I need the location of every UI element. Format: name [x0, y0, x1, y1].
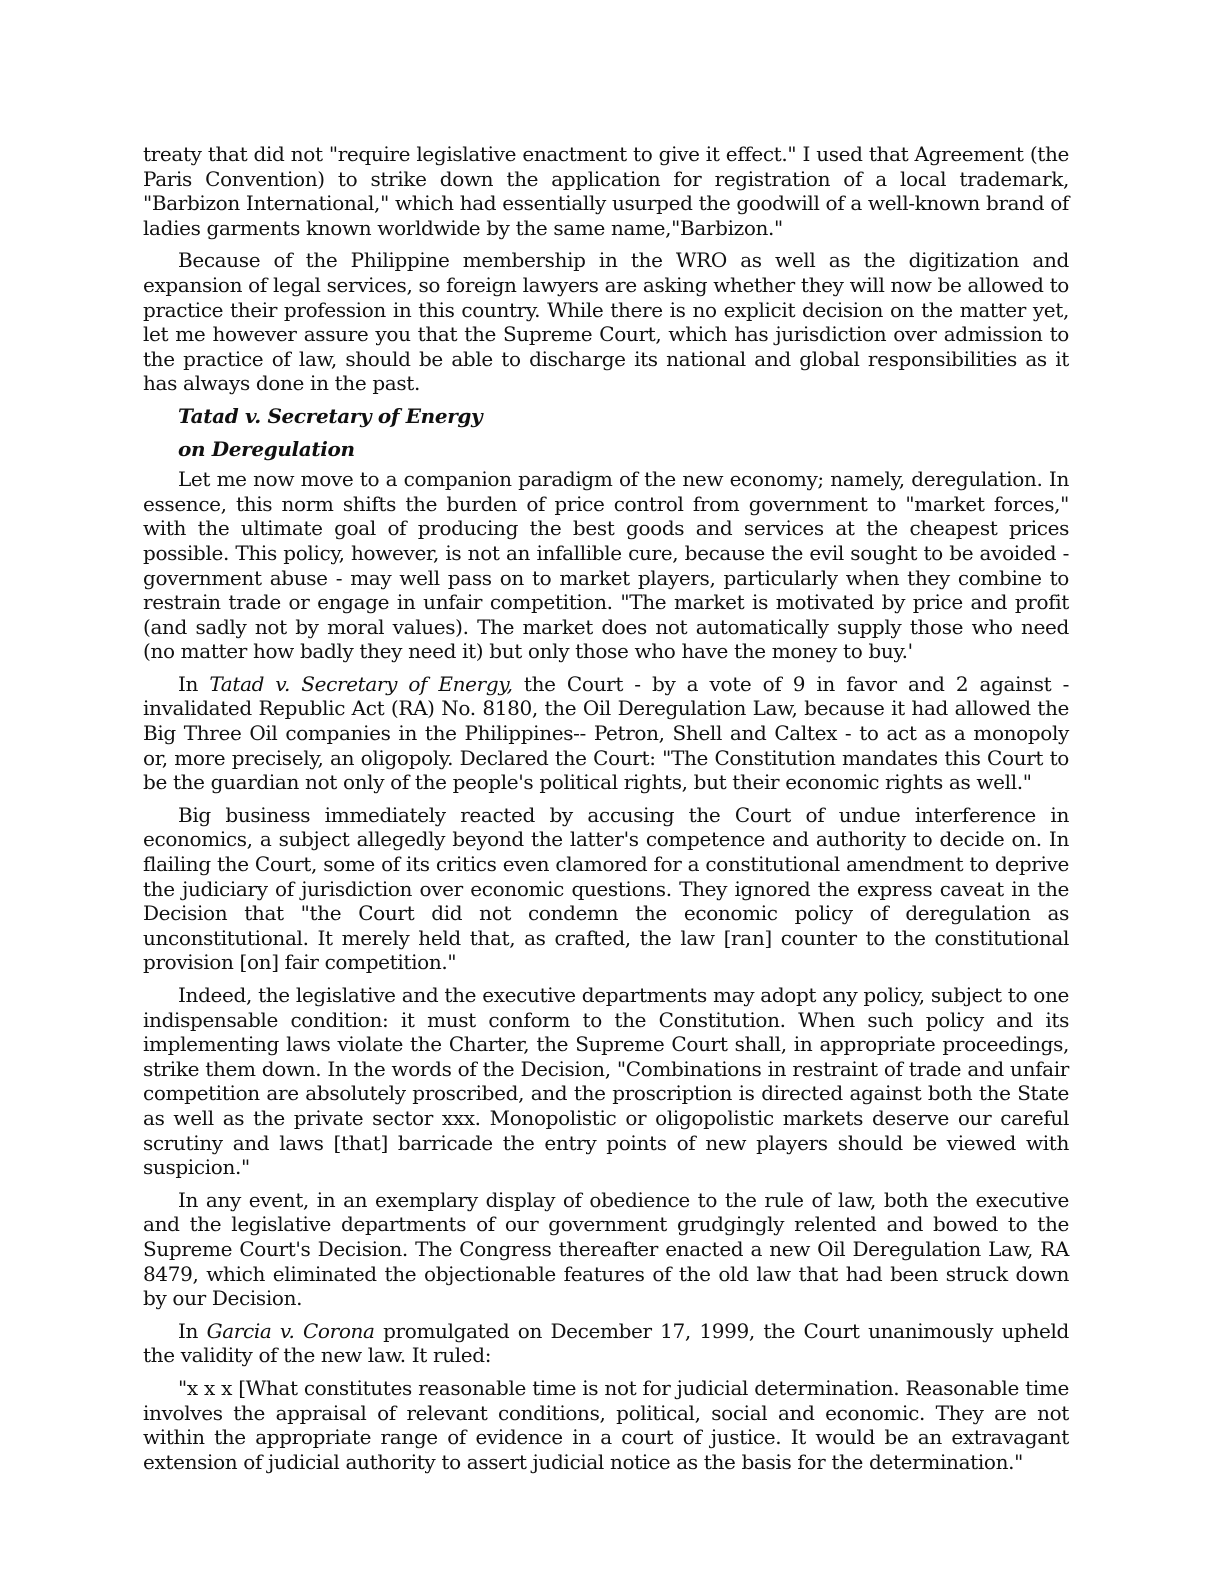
document-page	[143, 142, 1069, 1482]
paragraph-big-business: Big business immediately reacted by accusing the Court of undue interference in economics, a subject allegedly beyond the latter's competence and authority to decide on. In flailing the Court, some of its critics even clamored for a constitutional amendment to deprive the judiciary of jurisdiction over economic questions. They ignored the express caveat in the Decision that "the Court did not condemn the economic policy of deregulation as unconstitutional. It merely held that, as crafted, the law [ran] counter to the constitutional provision [on] fair competition."	[143, 802, 1069, 975]
paragraph-barbizon: treaty that did not "require legislative enactment to give it effect." I used that Agreement (the Paris Convention) to strike down the application for registration of a local trademark, "Barbizon International," which had essentially usurped the goodwill of a well-known brand of ladies garments known worldwide by the same name,"Barbizon."	[143, 142, 1069, 240]
paragraph-tatad-ruling	[143, 672, 1069, 795]
paragraph-constitution-condition: Indeed, the legislative and the executive departments may adopt any policy, subject to one indispensable condition: it must conform to the Constitution. When such policy and its implementing laws violate the Charter, the Supreme Court shall, in appropriate proceedings, strike them down. In the words of the Decision, "Combinations in restraint of trade and unfair competition are absolutely proscribed, and the proscription is directed against both the State as well as the private sector xxx. Monopolistic or oligopolistic markets deserve our careful scrutiny and laws [that] barricade the entry points of new players should be viewed with suspicion."	[143, 983, 1069, 1180]
paragraph-quotation: "x x x [What constitutes reasonable time is not for judicial determination. Reasonable time involves the appraisal of relevant conditions, political, social and economic. They are not within the appropriate range of evidence in a court of justice. It would be an extravagant extension of judicial authority to assert judicial notice as the basis for the determination."	[143, 1375, 1069, 1474]
section-heading-subtitle: on Deregulation	[178, 436, 355, 461]
paragraph-foreign-lawyers: Because of the Philippine membership in the WRO as well as the digitization and expansion of legal services, so foreign lawyers are asking whether they will now be allowed to practice their profession in this country. While there is no explicit decision on the matter yet, let me however assure you that the Supreme Court, which has jurisdiction over admission to the practice of law, should be able to discharge its national and global responsibilities as it has always done in the past.	[143, 248, 1069, 396]
text-segment: In	[178, 671, 210, 696]
text-segment: In	[178, 1318, 207, 1343]
text-segment: promulgated on December 17, 1999, the Court unanimously upheld the validity of the new law. It ruled:	[143, 1318, 1070, 1368]
paragraph-garcia-ruling	[143, 1319, 1069, 1368]
case-name-garcia: Garcia v. Corona	[206, 1318, 375, 1343]
case-name-tatad: Tatad v. Secretary of Energy,	[209, 671, 513, 696]
paragraph-deregulation: Let me now move to a companion paradigm of the new economy; namely, deregulation. In essence, this norm shifts the burden of price control from government to "market forces," with the ultimate goal of producing the best goods and services at the cheapest prices possible. This policy, however, is not an infallible cure, because the evil sought to be avoided - government abuse - may well pass on to market players, particularly when they combine to restrain trade or engage in unfair competition. "The market is motivated by price and profit (and sadly not by moral values). The market does not automatically supply those who need (no matter how badly they need it) but only those who have the money to buy.'	[143, 467, 1069, 664]
text-segment: the Court - by a vote of 9 in favor and 2 against - invalidated Republic Act (RA) No. 8180, the Oil Deregulation Law, because it had allowed the Big Three Oil companies in the Philippines-- Petron, Shell and Caltex - to act as a monopoly or, more precisely, an oligopoly. Declared the Court: "The Constitution mandates this Court to be the guardian not only of the people's political rights, but their economic rights as well."	[143, 671, 1069, 795]
paragraph-new-law: In any event, in an exemplary display of obedience to the rule of law, both the executive and the legislative departments of our government grudgingly relented and bowed to the Supreme Court's Decision. The Congress thereafter enacted a new Oil Deregulation Law, RA 8479, which eliminated the objectionable features of the old law that had been struck down by our Decision.	[143, 1187, 1069, 1311]
section-heading-title: Tatad v. Secretary of Energy	[178, 403, 483, 428]
